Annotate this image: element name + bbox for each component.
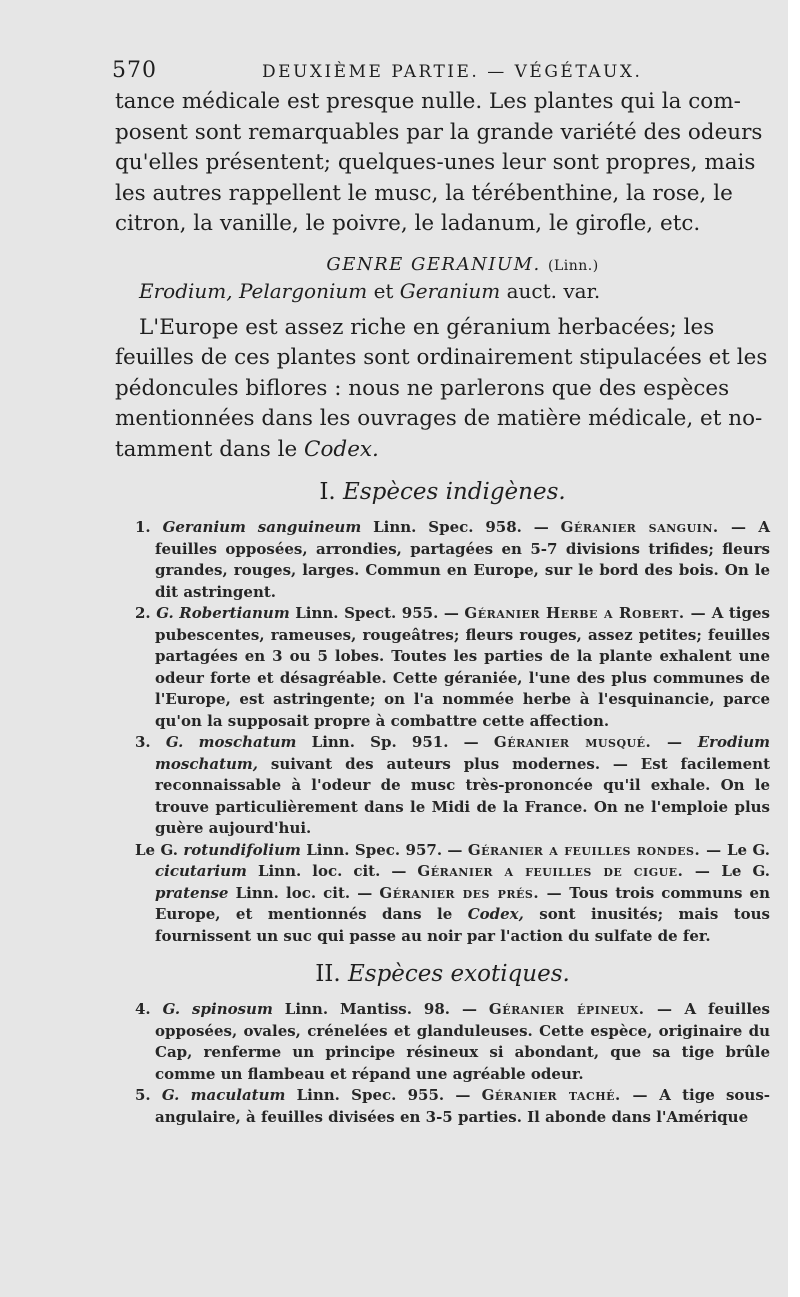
section-numeral: I. [319, 479, 336, 505]
species-reference: Linn. loc. cit. — [235, 883, 373, 902]
genre-last-prefix: tamment dans le [115, 436, 298, 462]
intro-line: tance médicale est presque nulle. Les plantes qui la com- [115, 89, 741, 114]
species-name: Geranium sanguineum [162, 518, 362, 536]
species-synonym: Erodium moschatum, [155, 733, 771, 773]
species-entry [135, 1085, 770, 1128]
intro-line: les autres rappellent le musc, la térébenthine, la rose, le [115, 180, 733, 206]
common-name: Géranier sanguin. — [560, 518, 747, 536]
section-heading-indigenes [115, 479, 770, 505]
synonyms-line [115, 279, 770, 303]
running-title: DEUXIÈME PARTIE. — VÉGÉTAUX. [262, 62, 643, 82]
group-description: sont inusités; mais tous fournissent un suc qui passe au noir par l'action du sulfate de fer. [155, 905, 770, 945]
genre-paragraph [115, 313, 770, 466]
section-heading-exotiques [115, 961, 770, 987]
group-prefix: Le G. [727, 840, 770, 859]
species-name: G. maculatum [161, 1086, 286, 1104]
intro-paragraph [115, 87, 770, 240]
group-description: Tous trois communs en Europe, et mentionnés dans le [155, 883, 770, 923]
species-name: G. Robertianum [156, 604, 290, 622]
common-name: Géranier épineux. — [488, 1000, 673, 1018]
species-entry [135, 517, 770, 603]
genre-heading [155, 254, 770, 275]
intro-line: posent sont remarquables par la grande variété des odeurs [115, 119, 763, 145]
page-edge [788, 0, 800, 1297]
entry-number: 2. [135, 604, 151, 622]
entry-number: 1. [135, 518, 151, 536]
species-name: G. spinosum [162, 1000, 273, 1018]
section-title: Espèces exotiques. [347, 961, 570, 987]
genre-line-last [115, 435, 770, 466]
intro-line: qu'elles présentent; quelques-unes leur sont propres, mais [115, 150, 756, 175]
genre-line: pédoncules biflores : nous ne parlerons que des espèces [115, 375, 730, 401]
entry-number: 3. [135, 733, 151, 751]
species-reference: Linn. Mantiss. 98. — [284, 1000, 477, 1018]
codex-word: Codex, [467, 905, 524, 923]
species-description: suivant des auteurs plus modernes. — Est facilement reconnaissable à l'odeur de musc très-prononcée qu'il exhale. On le trouve particulièrement dans le Midi de la France. On ne l'emploie plus guère aujourd'hui. [155, 754, 770, 837]
running-header [112, 58, 770, 83]
species-description: A feuilles opposées, arrondies, partagées en 5-7 divisions trifides; fleurs grandes, rouges, larges. Commun en Europe, sur le bord des bois. On le dit astringent. [155, 518, 771, 601]
species-reference: Linn. Spect. 955. — [295, 604, 459, 622]
species-description: A feuilles opposées, ovales, crénelées et glanduleuses. Cette espèce, originaire du Cap, renferme un principe résineux si abondant, que sa tige brûle comme un flambeau et répand une agréable odeur. [155, 1000, 771, 1083]
synonym-suffix: auct. var. [506, 278, 601, 303]
species-entry [135, 603, 770, 732]
common-name: Géranier Herbe a Robert. — [464, 604, 707, 622]
indigenous-entries [115, 517, 770, 947]
species-reference: Linn. Spec. 958. — [373, 518, 549, 536]
codex-word: Codex. [304, 436, 379, 462]
genre-authority: (Linn.) [547, 257, 599, 274]
species-reference: Linn. loc. cit. — [257, 862, 407, 880]
genre-title: GENRE GERANIUM. [326, 253, 541, 275]
genre-line: feuilles de ces plantes sont ordinairement stipulacées et les [115, 345, 768, 370]
intro-line: citron, la vanille, le poivre, le ladanum, le girofle, etc. [115, 211, 701, 236]
section-numeral: II. [315, 961, 341, 987]
species-group-entry [135, 840, 770, 948]
exotic-entries [115, 999, 770, 1128]
species-description: A tiges pubescentes, rameuses, rougeâtres; fleurs rouges, assez petites; feuilles partagées en 3 ou 5 lobes. Toutes les parties de la plante exhalent une odeur forte et désagréable. Cette géraniée, l'une des plus communes de l'Europe, est astringente; on l'a nommée herbe à l'esquinancie, parce qu'on la supposait propre à combattre cette affection. [155, 604, 770, 730]
synonym-joiner: et [373, 278, 394, 303]
species-name: rotundifolium [183, 840, 301, 859]
page-number: 570 [112, 58, 157, 83]
species-entry [135, 999, 770, 1085]
species-name: cicutarium [155, 862, 247, 880]
common-name: Géranier musqué. — [493, 733, 683, 751]
genre-line: L'Europe est assez riche en géranium herbacées; les [139, 314, 715, 340]
species-description: A tige sous-angulaire, à feuilles divisées en 3-5 parties. Il abonde dans l'Amérique [155, 1086, 770, 1126]
synonym-names: Erodium, Pelargonium [139, 278, 368, 303]
species-name: pratense [155, 883, 229, 902]
common-name: Géranier des prés. — [379, 883, 563, 902]
group-prefix: Le G. [135, 840, 178, 859]
species-reference: Linn. Sp. 951. — [311, 733, 479, 751]
species-entry [135, 732, 770, 840]
common-name: Géranier taché. — [481, 1086, 648, 1104]
synonym-last: Geranium [399, 278, 501, 303]
common-name: Géranier a feuilles de cigue. — [417, 862, 711, 880]
section-title: Espèces indigènes. [343, 479, 566, 505]
genre-line: mentionnées dans les ouvrages de matière médicale, et no- [115, 406, 763, 431]
entry-number: 4. [135, 1000, 151, 1018]
common-name: Géranier a feuilles rondes. — [467, 840, 722, 859]
group-prefix: Le G. [721, 862, 770, 880]
species-name: G. moschatum [165, 733, 297, 751]
entry-number: 5. [135, 1086, 151, 1104]
species-reference: Linn. Spec. 955. — [296, 1086, 471, 1104]
species-reference: Linn. Spec. 957. — [306, 840, 463, 859]
